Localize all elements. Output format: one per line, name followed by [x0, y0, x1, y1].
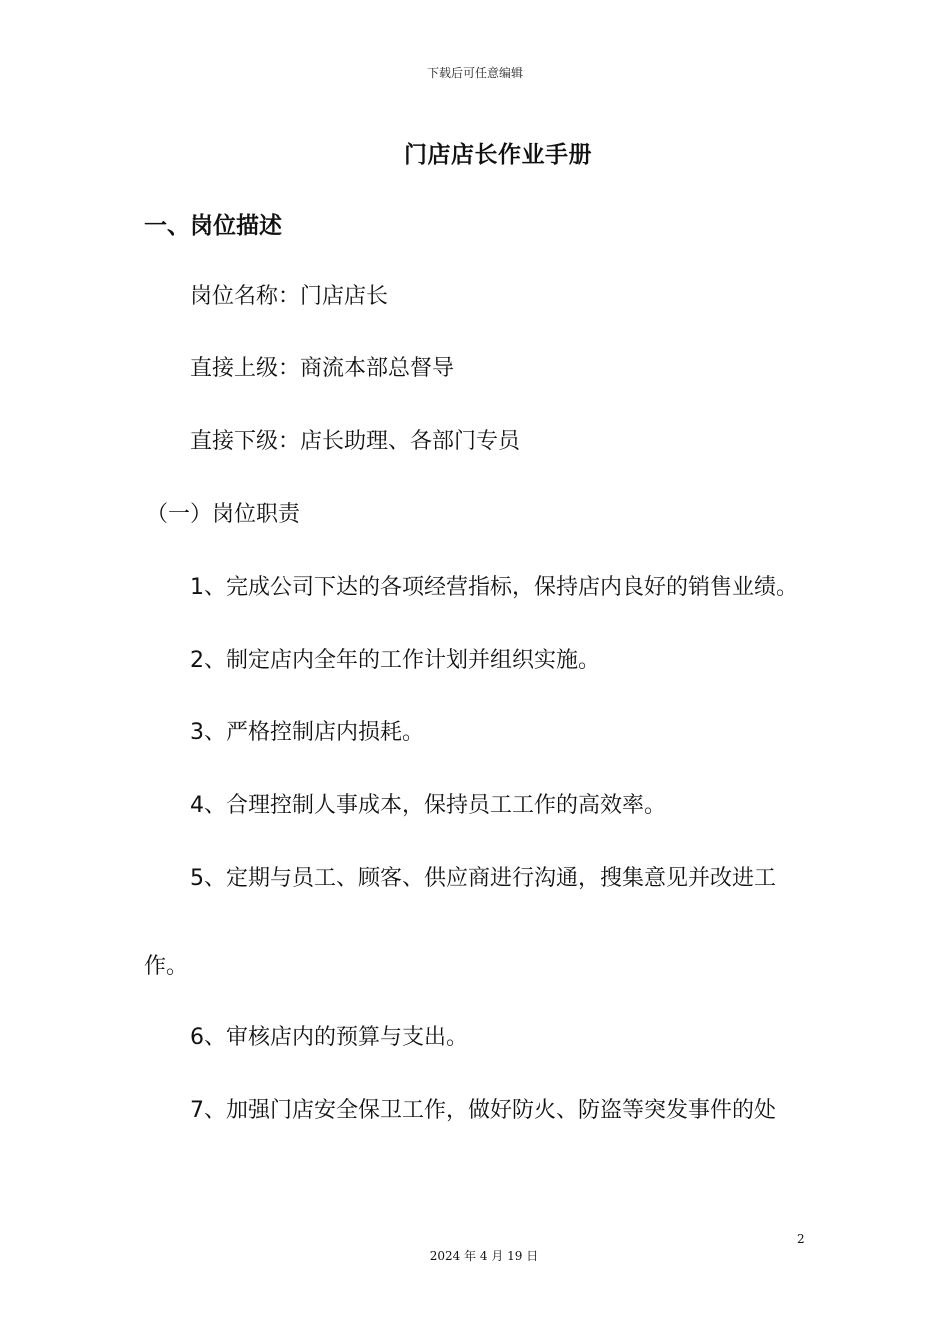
- duty-item-5-continuation: 作。: [144, 954, 189, 979]
- duty-item-4: 4、合理控制人事成本，保持员工工作的高效率。: [190, 793, 666, 818]
- duty-item-5: 5、定期与员工、顾客、供应商进行沟通，搜集意见并改进工: [190, 866, 776, 891]
- document-title: 门店店长作业手册: [404, 142, 592, 168]
- position-name-line: 岗位名称：门店店长: [190, 284, 389, 309]
- header-note: 下载后可任意编辑: [426, 66, 523, 80]
- direct-subordinate-line: 直接下级：店长助理、各部门专员: [190, 429, 521, 454]
- duty-item-3: 3、严格控制店内损耗。: [190, 720, 424, 745]
- section-heading: 一、岗位描述: [144, 213, 282, 239]
- subsection-heading: （一）岗位职责: [146, 502, 301, 527]
- duty-item-6: 6、审核店内的预算与支出。: [190, 1025, 468, 1050]
- duty-item-7: 7、加强门店安全保卫工作，做好防火、防盗等突发事件的处: [190, 1098, 776, 1123]
- direct-superior-line: 直接上级：商流本部总督导: [190, 356, 455, 381]
- footer-date: 2024 年 4 月 19 日: [429, 1249, 539, 1263]
- duty-item-2: 2、制定店内全年的工作计划并组织实施。: [190, 648, 600, 673]
- duty-item-1: 1、完成公司下达的各项经营指标，保持店内良好的销售业绩。: [190, 575, 798, 600]
- page-number: 2: [797, 1232, 805, 1246]
